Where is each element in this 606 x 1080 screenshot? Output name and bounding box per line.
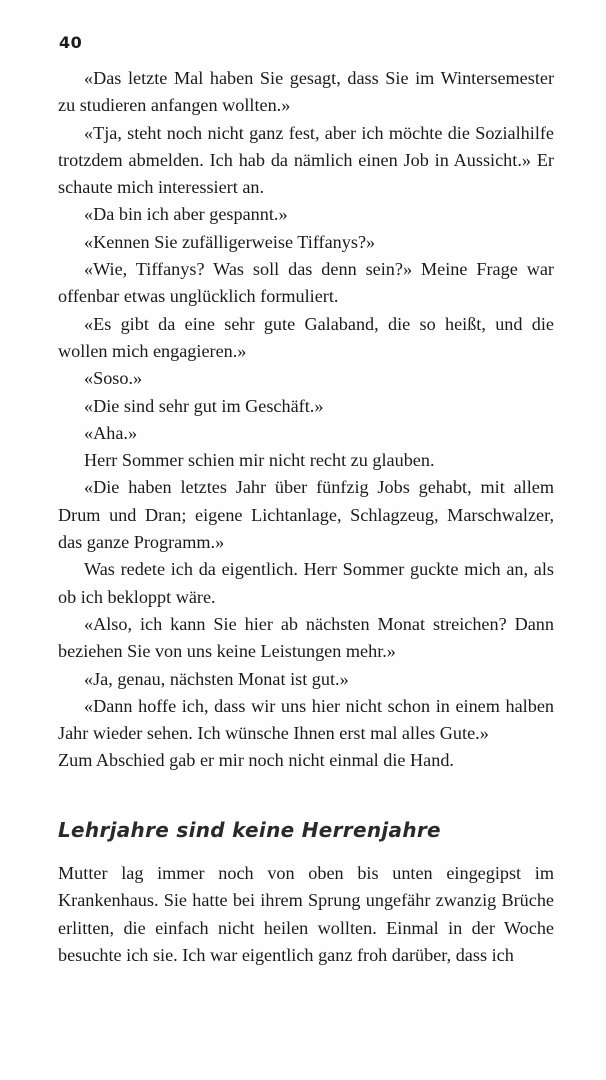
paragraph: «Kennen Sie zufälligerweise Tiffanys?» bbox=[84, 231, 376, 252]
paragraph: Zum Abschied gab er mir noch nicht einmal die Hand. bbox=[58, 750, 454, 771]
section-text bbox=[58, 860, 554, 969]
paragraph: «Dann hoffe ich, dass wir uns hier nicht schon in einem halben Jahr wieder sehen. Ich wünsche Ihnen erst mal alles Gute.» bbox=[58, 695, 554, 744]
paragraph: «Ja, genau, nächsten Monat ist gut.» bbox=[84, 668, 349, 689]
paragraph: Mutter lag immer noch von oben bis unten eingegipst im Krankenhaus. Sie hatte bei ihrem Sprung ungefähr zwanzig Brüche erlitten, die einfach nicht heilen wollten. Einmal in der Woche besuchte ich sie. Ich war eigentlich ganz froh darüber, dass ich bbox=[58, 863, 554, 965]
paragraph: «Die sind sehr gut im Geschäft.» bbox=[84, 395, 324, 416]
paragraph: Herr Sommer schien mir nicht recht zu glauben. bbox=[84, 450, 435, 471]
paragraph: «Tja, steht noch nicht ganz fest, aber ich möchte die Sozialhilfe trotzdem abmelden. Ich hab da nämlich einen Job in Aussicht.» Er schaute mich interessiert an. bbox=[58, 122, 554, 198]
paragraph: «Das letzte Mal haben Sie gesagt, dass Sie im Wintersemester zu studieren anfangen wollten.» bbox=[58, 68, 554, 116]
paragraph: «Aha.» bbox=[84, 422, 138, 443]
paragraph: «Also, ich kann Sie hier ab nächsten Monat streichen? Dann beziehen Sie von uns keine Leistungen mehr.» bbox=[58, 613, 554, 662]
body-text bbox=[58, 65, 554, 775]
paragraph: «Wie, Tiffanys? Was soll das denn sein?» Meine Frage war offenbar etwas unglücklich formuliert. bbox=[58, 259, 554, 307]
paragraph: «Da bin ich aber gespannt.» bbox=[84, 204, 288, 225]
paragraph: «Soso.» bbox=[84, 368, 143, 389]
paragraph: «Die haben letztes Jahr über fünfzig Jobs gehabt, mit allem Drum und Dran; eigene Lichtanlage, Schlagzeug, Marschwalzer, das ganze Programm.» bbox=[58, 477, 554, 553]
page-number: 40 bbox=[59, 33, 83, 52]
paragraph: «Es gibt da eine sehr gute Galaband, die so heißt, und die wollen mich engagieren.» bbox=[58, 313, 554, 361]
section-heading: Lehrjahre sind keine Herrenjahre bbox=[58, 818, 441, 842]
paragraph: Was redete ich da eigentlich. Herr Sommer guckte mich an, als ob ich bekloppt wäre. bbox=[58, 559, 554, 607]
